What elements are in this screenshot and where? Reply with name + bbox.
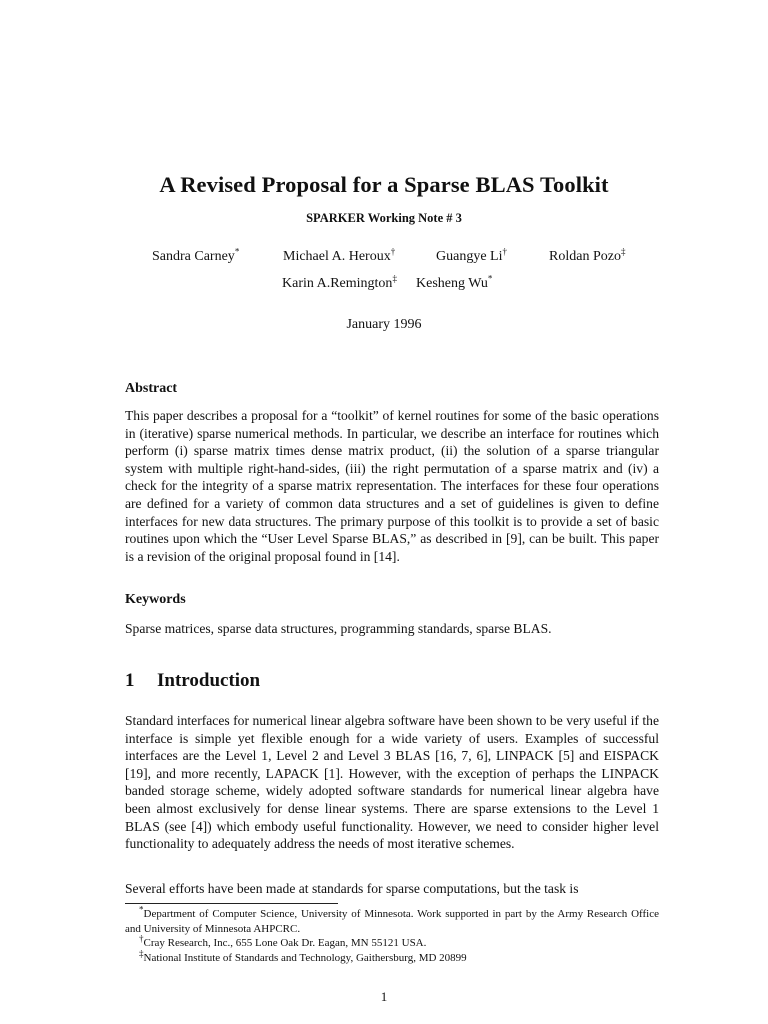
author: Karin A.Remington‡ — [282, 273, 397, 291]
author: Michael A. Heroux† — [283, 246, 396, 264]
keywords-heading: Keywords — [125, 592, 186, 607]
footnote: †Cray Research, Inc., 655 Lone Oak Dr. Eagan, MN 55121 USA. — [139, 933, 427, 949]
footnote: *Department of Computer Science, University of Minnesota. Work supported in part by the Army Research Office and University of Minnesota AHPCRC. — [125, 904, 659, 935]
author: Roldan Pozo‡ — [549, 246, 626, 264]
abstract-heading: Abstract — [125, 381, 178, 396]
section-title: Introduction — [157, 670, 261, 691]
footnote-divider — [125, 903, 338, 904]
author: Guangye Li† — [436, 246, 507, 264]
publication-date: January 1996 — [346, 317, 422, 332]
page-number: 1 — [380, 989, 388, 1004]
section-number: 1 — [125, 670, 135, 691]
introduction-paragraph: Standard interfaces for numerical linear algebra software have been shown to be very useful if the interface is simple yet flexible enough for a wide variety of users. Examples of successful interfaces are the Level 1, Level 2 and Level 3 BLAS [16, 7, 6], LINPACK [5] and EISPACK [19], and more recently, LAPACK [1]. However, with the exception of perhaps the LINPACK banded storage scheme, widely adopted software standards for numerical linear algebra have been almost exclusively for dense linear systems. There are sparse extensions to the Level 1 BLAS (see [4]) which embody useful functionality. However, we need to consider higher level functionality to adequately address the needs of most iterative schemes. — [125, 713, 659, 852]
section-heading-introduction — [125, 670, 260, 692]
abstract-text: This paper describes a proposal for a “toolkit” of kernel routines for some of the basic operations in (iterative) sparse numerical methods. In particular, we describe an interface for routines which perform (i) sparse matrix times dense matrix product, (ii) the solution of a sparse triangular system with multiple right-hand-sides, (iii) the right permutation of a sparse matrix and (iv) a check for the integrity of a sparse matrix representation. The interfaces for these four operations are defined for a variety of common data structures and a set of guidelines is given to define interfaces for new data structures. The primary purpose of this toolkit is to provide a set of basic routines upon which the “User Level Sparse BLAS,” as described in [9], can be built. This paper is a revision of the original proposal found in [14]. — [125, 408, 659, 564]
author: Kesheng Wu* — [416, 273, 493, 291]
working-note-subtitle: SPARKER Working Note # 3 — [306, 211, 462, 225]
introduction-paragraph: Several efforts have been made at standards for sparse computations, but the task is — [125, 881, 579, 896]
author: Sandra Carney* — [152, 246, 240, 264]
paper-title: A Revised Proposal for a Sparse BLAS Toolkit — [159, 172, 609, 197]
footnotes — [125, 904, 659, 965]
footnote: ‡National Institute of Standards and Technology, Gaithersburg, MD 20899 — [139, 947, 467, 964]
keywords-text: Sparse matrices, sparse data structures, programming standards, sparse BLAS. — [125, 621, 552, 636]
